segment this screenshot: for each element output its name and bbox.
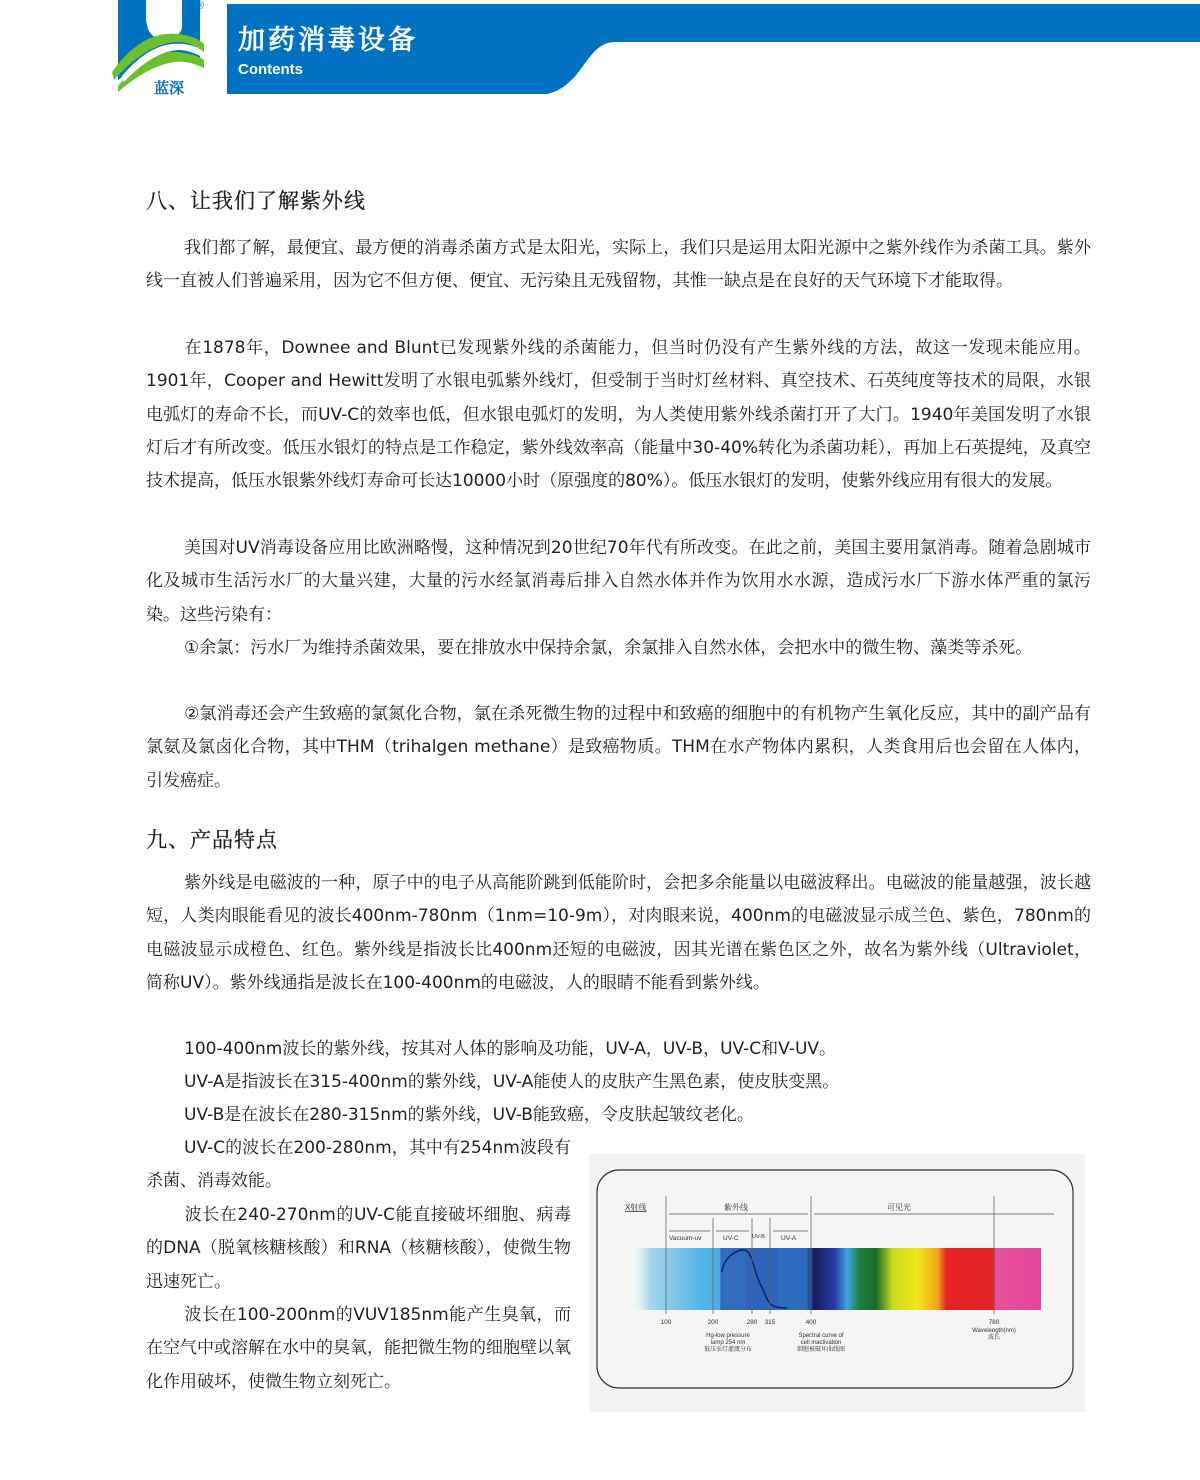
paragraph-text: 我们都了解，最便宜、最方便的消毒杀菌方式是太阳光，实际上，我们只是运用太阳光源中之紫外线作为杀菌工具。紫外线一直被人们普遍采用，因为它不但方便、便宜、无污染且无残留物，其惟一缺点是在良好的天气环境下才能取得。 [146, 238, 1091, 292]
lamp-note-1: Hg-low pressure [706, 1333, 750, 1339]
uv-spectrum-figure [589, 1154, 1085, 1412]
tick-label-315: 315 [764, 1319, 776, 1326]
spectrum-band [629, 1248, 1041, 1310]
uv-label: 紫外线 [724, 1203, 748, 1212]
paragraph-text: 波长在100-200nm的VUV185nm能产生臭氧，而在空气中或溶解在水中的臭氧，能把微生物的细胞壁以氧化作用破坏，使微生物立刻死亡。 [146, 1305, 571, 1392]
axis-label-cn: 波长 [987, 1335, 1001, 1341]
curve-note-1: Spectral curve of [798, 1333, 844, 1339]
paragraph [146, 1033, 1091, 1066]
paragraph-text: UV-A是指波长在315-400nm的紫外线，UV-A能使人的皮肤产生黑色素，使皮肤变黑。 [184, 1072, 840, 1092]
paragraph [146, 1199, 571, 1299]
axis-label: Wavelength(nm) [972, 1328, 1016, 1334]
paragraph-text: UV-C的波长在200-280nm，其中有254nm波段有杀菌、消毒效能。 [146, 1138, 571, 1192]
band-vacuum-uv: Vacuum-uv [669, 1235, 702, 1242]
lamp-note-3: 低压汞灯灌溉分布 [703, 1347, 753, 1353]
tick-label-200: 200 [707, 1319, 719, 1326]
paragraph [146, 867, 1091, 1000]
paragraph-text: 波长在240-270nm的UV-C能直接破坏细胞、病毒的DNA（脱氧核糖核酸）和RNA（核糖核酸），使微生物迅速死亡。 [146, 1205, 571, 1292]
paragraph [146, 632, 1091, 665]
paragraph [146, 1066, 1091, 1099]
paragraph-text: 紫外线是电磁波的一种，原子中的电子从高能阶跳到低能阶时，会把多余能量以电磁波释出。电磁波的能量越强，波长越短，人类肉眼能看见的波长400nm-780nm（1nm=10-9m），对肉眼来说，400nm的电磁波显示成兰色、紫色，780nm的电磁波显示成橙色、红色。紫外线是指波长比400nm还短的电磁波，因其光谱在紫色区之外，故名为紫外线（Ultraviolet，简称UV）。紫外线通指是波长在100-400nm的电磁波，人的眼睛不能看到紫外线。 [146, 873, 1091, 993]
visible-label: 可见光 [887, 1203, 911, 1212]
band-uvc: UV-C [723, 1235, 739, 1242]
page-title: 加药消毒设备 [238, 25, 418, 56]
tick-label-780: 780 [988, 1319, 1000, 1326]
logo-text: 蓝深 [154, 79, 185, 97]
paragraph [146, 1299, 571, 1399]
band-uvb: UV-B [752, 1234, 765, 1240]
section-heading-9: 九、产品特点 [146, 828, 278, 852]
xray-label: X射线 [625, 1203, 647, 1212]
tick-label-400: 400 [805, 1319, 817, 1326]
paragraph-text: ②氯消毒还会产生致癌的氯氮化合物，氯在杀死微生物的过程中和致癌的细胞中的有机物产生氧化反应，其中的副产品有氯氨及氯卤化合物，其中THM（trihalgen methane）是致癌物质。THM在水产物体内累积，人类食用后也会留在人体内，引发癌症。 [146, 704, 1091, 791]
paragraph-text: 美国对UV消毒设备应用比欧洲略慢，这种情况到20世纪70年代有所改变。在此之前，美国主要用氯消毒。随着急剧城市化及城市生活污水厂的大量兴建，大量的污水经氯消毒后排入自然水体并作为饮用水水源，造成污水厂下游水体严重的氯污染。这些污染有： [146, 538, 1091, 625]
curve-note-2: cell inactivation [800, 1340, 842, 1346]
paragraph [146, 232, 1091, 299]
paragraph-text: UV-B是在波长在280-315nm的紫外线，UV-B能致癌，令皮肤起皱纹老化。 [184, 1105, 754, 1125]
curve-note-3: 细胞被破坏曲线图 [796, 1347, 846, 1353]
spectrum-diagram [589, 1154, 1085, 1412]
paragraph-text: 在1878年，Downee and Blunt已发现紫外线的杀菌能力，但当时仍没有产生紫外线的方法，故这一发现未能应用。1901年，Cooper and Hewitt发明了水银电弧紫外线灯，但受制于当时灯丝材料、真空技术、石英纯度等技术的局限，水银电弧灯的寿命不长，而UV-C的效率也低，但水银电弧灯的发明，为人类使用紫外线杀菌打开了大门。1940年美国发明了水银灯后才有所改变。低压水银灯的特点是工作稳定，紫外线效率高（能量中30-40%转化为杀菌功耗），再加上石英提纯，及真空技术提高，低压水银紫外线灯寿命可长达10000小时（原强度的80%）。低压水银灯的发明，使紫外线应用有很大的发展。 [146, 338, 1091, 492]
paragraph-text: 100-400nm波长的紫外线，按其对人体的影响及功能，UV-A，UV-B，UV-C和V-UV。 [184, 1039, 837, 1059]
paragraph [146, 1099, 1091, 1132]
page-subtitle: Contents [238, 61, 303, 78]
paragraph [146, 698, 1091, 798]
paragraph [146, 532, 1091, 632]
lamp-note-2: lamp 254 nm [710, 1340, 746, 1346]
tick-label-100: 100 [660, 1319, 672, 1326]
paragraph [146, 1132, 571, 1199]
section-heading-8: 八、让我们了解紫外线 [146, 189, 366, 213]
band-uva: UV-A [781, 1235, 797, 1242]
tick-label-280: 280 [746, 1319, 758, 1326]
registered-mark: ® [196, 0, 205, 12]
paragraph-text: ①余氯：污水厂为维持杀菌效果，要在排放水中保持余氯，余氯排入自然水体，会把水中的微生物、藻类等杀死。 [184, 638, 1033, 658]
paragraph [146, 332, 1091, 498]
